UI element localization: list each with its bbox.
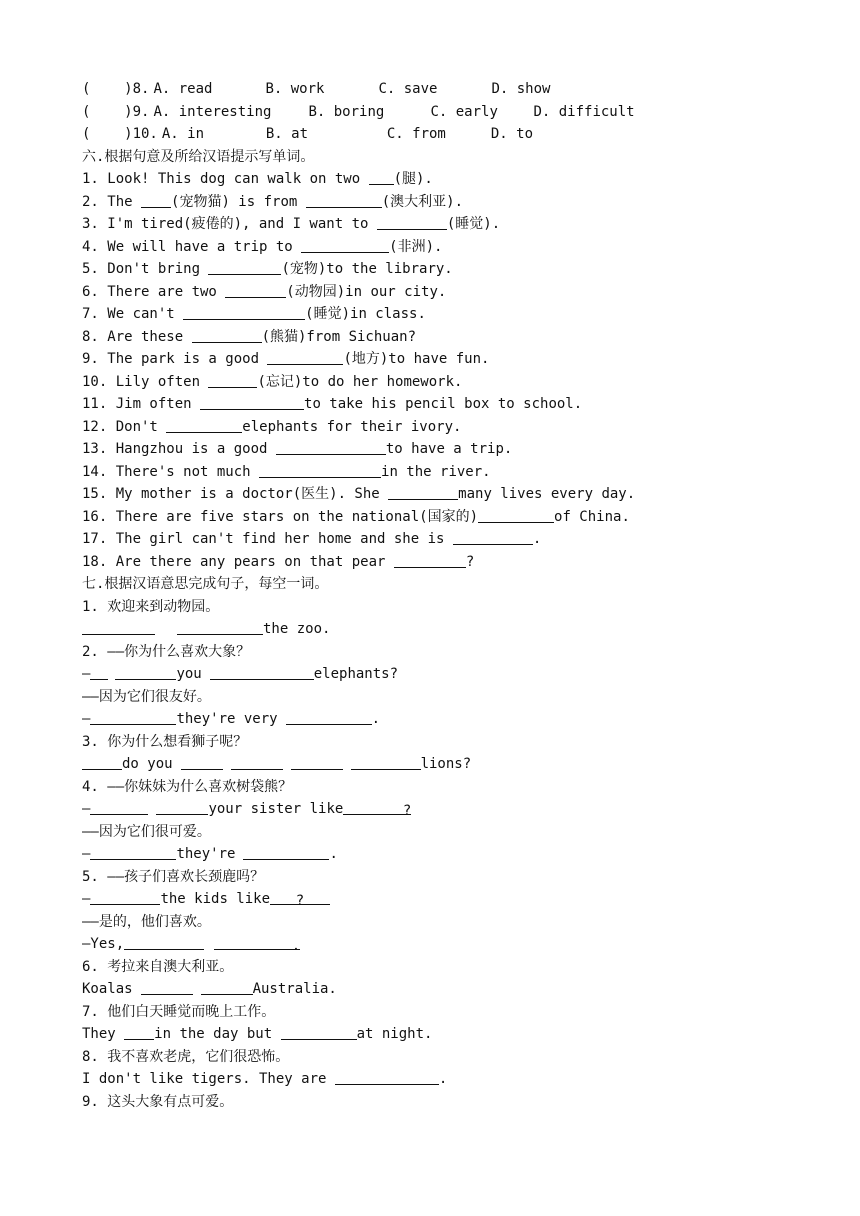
s7-q2-english-answer: — they're very . — [82, 711, 381, 727]
blank-field[interactable] — [183, 305, 305, 320]
blank-field[interactable] — [377, 215, 447, 230]
blank-field[interactable] — [478, 508, 554, 523]
s7-q5-english: — the kids like ? — [82, 888, 802, 911]
s6-item-1: 1. Look! This dog can walk on two (腿). — [82, 171, 433, 187]
blank-field[interactable] — [82, 755, 122, 770]
s7-q5-chinese: 5. ——孩子们喜欢长颈鹿吗？ — [82, 868, 265, 885]
s7-q4-english: — your sister like ? — [82, 801, 412, 819]
blank-field[interactable] — [141, 193, 171, 208]
blank-field[interactable]: ? — [343, 800, 411, 815]
s6-item-14: 14. There's not much in the river. — [82, 463, 491, 480]
blank-field[interactable] — [335, 1070, 439, 1085]
blank-field[interactable] — [291, 755, 343, 770]
s7-q8-english: I don't like tigers. They are . — [82, 1071, 448, 1087]
s7-q3-english: do you lions? — [82, 753, 802, 776]
blank-field[interactable] — [453, 530, 533, 545]
blank-field[interactable] — [201, 980, 253, 995]
s6-item-12: 12. Don't elephants for their ivory. — [82, 418, 462, 435]
s6-item-11: 11. Jim often to take his pencil box to school. — [82, 396, 583, 412]
s6-item-6: 6. There are two (动物园)in our city. — [82, 283, 447, 300]
blank-field[interactable] — [90, 710, 176, 725]
blank-field[interactable] — [388, 485, 458, 500]
choice-question-10: ( )10. A. in B. at C. from D. to — [82, 126, 534, 142]
blank-field[interactable] — [281, 1025, 357, 1040]
s7-q5-chinese-answer: ——是的，他们喜欢。 — [82, 913, 211, 930]
s6-item-2: 2. The (宠物猫) is from (澳大利亚). — [82, 193, 464, 210]
s7-q1-english: the zoo. — [82, 618, 802, 641]
blank-field[interactable] — [115, 665, 176, 680]
s6-item-4: 4. We will have a trip to (非洲). — [82, 238, 443, 255]
section-6-heading: 六.根据句意及所给汉语提示写单词。 — [82, 148, 315, 165]
blank-field[interactable] — [177, 620, 263, 635]
s7-q9-chinese: 9. 这头大象有点可爱。 — [82, 1093, 234, 1110]
s6-item-17: 17. The girl can't find her home and she is . — [82, 531, 542, 547]
blank-field[interactable] — [124, 1025, 154, 1040]
blank-field[interactable] — [351, 755, 421, 770]
blank-field[interactable] — [276, 440, 386, 455]
s7-q2-chinese: 2. ——你为什么喜欢大象？ — [82, 643, 251, 660]
blank-field[interactable] — [82, 620, 155, 635]
blank-field[interactable] — [301, 238, 389, 253]
blank-field[interactable]: ? — [270, 890, 330, 905]
s6-item-13: 13. Hangzhou is a good to have a trip. — [82, 441, 513, 457]
s7-q1-chinese: 1. 欢迎来到动物园。 — [82, 598, 220, 615]
s6-item-10: 10. Lily often (忘记)to do her homework. — [82, 373, 463, 390]
s6-item-15: 15. My mother is a doctor(医生). She many lives every day. — [82, 486, 636, 502]
blank-field[interactable] — [286, 710, 372, 725]
s7-q4-english-answer: — they're . — [82, 846, 338, 862]
blank-field[interactable] — [210, 665, 314, 680]
s7-q2-english: — you elephants? — [82, 666, 399, 682]
blank-field[interactable]: . — [214, 935, 300, 950]
blank-field[interactable] — [124, 935, 204, 950]
blank-field[interactable] — [208, 260, 281, 275]
s7-q5-english-answer: —Yes, . — [82, 936, 301, 954]
s6-item-9: 9. The park is a good (地方)to have fun. — [82, 351, 490, 367]
blank-field[interactable] — [306, 193, 382, 208]
blank-field[interactable] — [181, 755, 223, 770]
s7-q3-chinese: 3. 你为什么想看狮子呢？ — [82, 733, 248, 750]
blank-field[interactable] — [267, 350, 343, 365]
worksheet-page — [82, 78, 802, 1113]
blank-field[interactable] — [243, 845, 329, 860]
blank-field[interactable] — [90, 665, 108, 680]
s6-item-18: 18. Are there any pears on that pear ? — [82, 553, 475, 570]
blank-field[interactable] — [231, 755, 283, 770]
blank-field[interactable] — [90, 890, 160, 905]
blank-field[interactable] — [208, 373, 257, 388]
blank-field[interactable] — [90, 845, 176, 860]
section-7-heading: 七.根据汉语意思完成句子，每空一词。 — [82, 576, 329, 592]
s7-q7-english: They in the day but at night. — [82, 1026, 433, 1042]
blank-field[interactable] — [192, 328, 262, 343]
blank-field[interactable] — [394, 553, 466, 568]
s7-q6-chinese: 6. 考拉来自澳大利亚。 — [82, 958, 234, 975]
s7-q8-chinese: 8. 我不喜欢老虎，它们很恐怖。 — [82, 1048, 290, 1065]
blank-field[interactable] — [369, 170, 394, 185]
blank-field[interactable] — [156, 800, 208, 815]
choice-question-8: ( )8. A. read B. work C. save D. show — [82, 81, 551, 97]
blank-field[interactable] — [225, 283, 286, 298]
s7-q4-chinese: 4. ——你妹妹为什么喜欢树袋熊？ — [82, 778, 293, 795]
blank-field[interactable] — [90, 800, 148, 815]
blank-field[interactable] — [141, 980, 193, 995]
s6-item-5: 5. Don't bring (宠物)to the library. — [82, 261, 453, 277]
s7-q2-chinese-answer: ——因为它们很友好。 — [82, 688, 211, 705]
s6-item-8: 8. Are these (熊猫)from Sichuan? — [82, 328, 417, 345]
s7-q4-chinese-answer: ——因为它们很可爱。 — [82, 823, 211, 840]
s6-item-3: 3. I'm tired(疲倦的), and I want to (睡觉). — [82, 216, 501, 232]
blank-field[interactable] — [200, 395, 304, 410]
blank-field[interactable] — [259, 463, 381, 478]
choice-question-9: ( )9. A. interesting B. boring C. early D. difficult — [82, 103, 635, 120]
blank-field[interactable] — [166, 418, 242, 433]
s7-q6-english: Koalas Australia. — [82, 981, 337, 997]
s6-item-7: 7. We can't (睡觉)in class. — [82, 306, 426, 322]
s6-item-16: 16. There are five stars on the national(国家的) of China. — [82, 508, 630, 525]
s7-q7-chinese: 7. 他们白天睡觉而晚上工作。 — [82, 1003, 276, 1020]
